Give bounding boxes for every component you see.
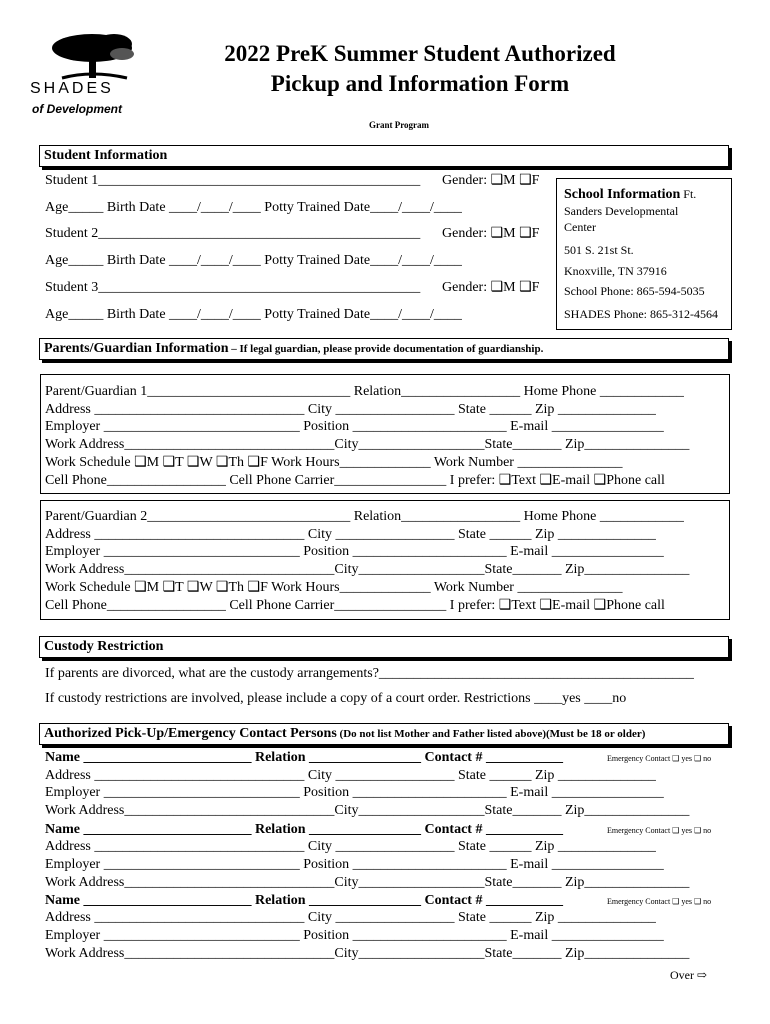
school-info-line: Center	[564, 220, 596, 234]
custody-header: Custody Restriction	[39, 636, 729, 658]
parents-header-note: – If legal guardian, please provide documentation of guardianship.	[228, 343, 544, 355]
contact-1-line[interactable]: Employer ____________________________ Position ______________________ E-mail ________________	[45, 785, 664, 800]
contact-2-line[interactable]: Work Address______________________________City__________________State_______ Zip_______________	[45, 875, 690, 890]
parent-2-line[interactable]: Work Address______________________________City__________________State_______ Zip_______________	[45, 562, 690, 577]
student-2-line[interactable]: Student 2______________________________________________	[45, 226, 421, 241]
student-1-age-line[interactable]: Age_____ Birth Date ____/____/____ Potty Trained Date____/____/____	[45, 200, 462, 215]
student-3-age-line[interactable]: Age_____ Birth Date ____/____/____ Potty Trained Date____/____/____	[45, 307, 462, 322]
contact-2-line[interactable]: Employer ____________________________ Position ______________________ E-mail ________________	[45, 857, 664, 872]
school-info-title: School Information	[564, 187, 681, 202]
pickup-header-title: Authorized Pick-Up/Emergency Contact Persons	[44, 726, 337, 741]
custody-arrangements-line[interactable]: If parents are divorced, what are the custody arrangements?_____________________________________________	[45, 666, 694, 681]
contact-1-line[interactable]: Address ______________________________ City _________________ State ______ Zip ______________	[45, 768, 656, 783]
contact-3-name-line[interactable]: Name ________________________ Relation ________________ Contact # ___________	[45, 893, 563, 908]
student-1-gender[interactable]: Gender: ❑M ❑F	[442, 173, 540, 188]
contact-2-emergency[interactable]: Emergency Contact ❑ yes ❑ no	[607, 826, 712, 835]
form-title-line2: Pickup and Information Form	[270, 71, 570, 96]
parent-1-line[interactable]: Employer ____________________________ Position ______________________ E-mail ________________	[45, 419, 664, 434]
student-2-age-line[interactable]: Age_____ Birth Date ____/____/____ Potty Trained Date____/____/____	[45, 253, 462, 268]
student-1-line[interactable]: Student 1______________________________________________	[45, 173, 421, 188]
contact-2-line[interactable]: Address ______________________________ City _________________ State ______ Zip ______________	[45, 839, 656, 854]
parent-1-line[interactable]: Cell Phone_________________ Cell Phone Carrier________________ I prefer: ❑Text ❑E-mail ❑Phone call	[45, 473, 665, 488]
parent-2-line[interactable]: Address ______________________________ City _________________ State ______ Zip ______________	[45, 527, 656, 542]
parents-header-title: Parents/Guardian Information	[44, 341, 229, 356]
parent-2-line[interactable]: Cell Phone_________________ Cell Phone Carrier________________ I prefer: ❑Text ❑E-mail ❑Phone call	[45, 598, 665, 613]
school-info-line: Sanders Developmental	[564, 204, 679, 218]
contact-1-line[interactable]: Work Address______________________________City__________________State_______ Zip_______________	[45, 803, 690, 818]
parent-1-box	[40, 374, 730, 494]
contact-3-line[interactable]: Work Address______________________________City__________________State_______ Zip_______________	[45, 946, 690, 961]
student-info-header: Student Information	[39, 145, 729, 167]
over-label: Over ⇨	[670, 968, 708, 982]
student-2-gender[interactable]: Gender: ❑M ❑F	[442, 226, 540, 241]
form-title-line1: 2022 PreK Summer Student Authorized	[224, 41, 616, 66]
pickup-header-note: (Do not list Mother and Father listed above)(Must be 18 or older)	[336, 728, 646, 740]
school-info-line: SHADES Phone: 865-312-4564	[564, 307, 719, 321]
student-3-gender[interactable]: Gender: ❑M ❑F	[442, 280, 540, 295]
logo-name: SHADES	[30, 80, 114, 97]
contact-3-emergency[interactable]: Emergency Contact ❑ yes ❑ no	[607, 897, 712, 906]
contact-1-emergency[interactable]: Emergency Contact ❑ yes ❑ no	[607, 754, 712, 763]
student-3-line[interactable]: Student 3______________________________________________	[45, 280, 421, 295]
parent-1-line[interactable]: Address ______________________________ City _________________ State ______ Zip ______________	[45, 402, 656, 417]
contact-3-line[interactable]: Address ______________________________ City _________________ State ______ Zip ______________	[45, 910, 656, 925]
school-info-line: 501 S. 21st St.	[564, 243, 634, 257]
parents-header	[39, 338, 729, 360]
parent-1-line[interactable]: Parent/Guardian 1_____________________________ Relation_________________ Home Phone ____________	[45, 384, 684, 399]
parent-2-line[interactable]: Work Schedule ❑M ❑T ❑W ❑Th ❑F Work Hours_____________ Work Number _______________	[45, 580, 623, 595]
school-info-box	[556, 178, 732, 330]
custody-restrictions-line[interactable]: If custody restrictions are involved, please include a copy of a court order. Restrictions ____yes ____no	[45, 691, 627, 706]
parent-1-line[interactable]: Work Address______________________________City__________________State_______ Zip_______________	[45, 437, 690, 452]
school-info-title-suffix: Ft.	[680, 187, 697, 201]
contact-1-name-line[interactable]: Name ________________________ Relation ________________ Contact # ___________	[45, 750, 563, 765]
program-label: Grant Program	[368, 120, 430, 130]
contact-2-name-line[interactable]: Name ________________________ Relation ________________ Contact # ___________	[45, 822, 563, 837]
parent-2-box	[40, 500, 730, 620]
parent-2-line[interactable]: Employer ____________________________ Position ______________________ E-mail ________________	[45, 544, 664, 559]
school-info-line: School Phone: 865-594-5035	[564, 284, 705, 298]
parent-1-line[interactable]: Work Schedule ❑M ❑T ❑W ❑Th ❑F Work Hours_____________ Work Number _______________	[45, 455, 623, 470]
pickup-header	[39, 723, 729, 745]
school-info-line: Knoxville, TN 37916	[564, 264, 667, 278]
parent-2-line[interactable]: Parent/Guardian 2_____________________________ Relation_________________ Home Phone ____________	[45, 509, 684, 524]
logo-sub: of Development	[32, 102, 123, 116]
contact-3-line[interactable]: Employer ____________________________ Position ______________________ E-mail ________________	[45, 928, 664, 943]
